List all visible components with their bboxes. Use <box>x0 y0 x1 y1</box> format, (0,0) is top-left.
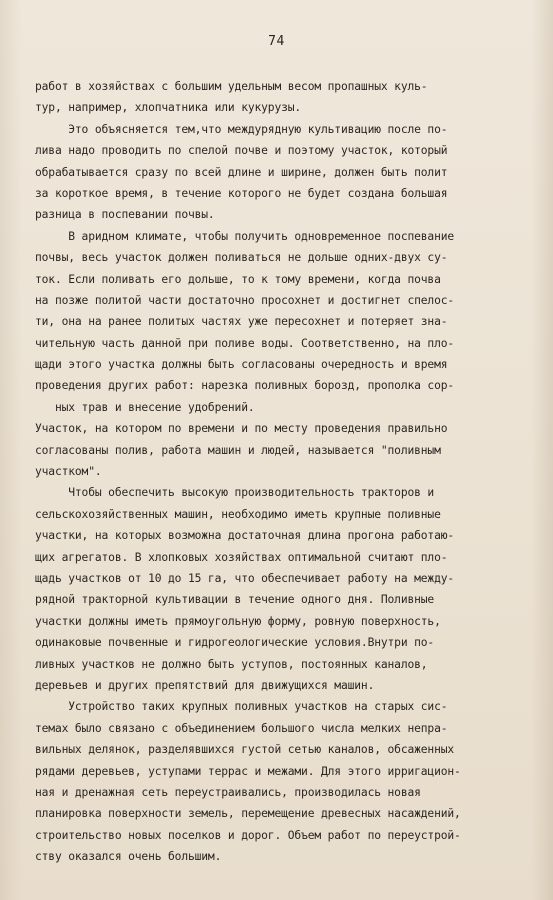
text-line: на позже политой части достаточно просохнет и достигнет спелос- <box>35 293 455 307</box>
text-line: Чтобы обеспечить высокую производительность тракторов и <box>35 486 435 500</box>
text-line: ток. Если поливать его дольше, то к тому времени, когда почва <box>35 272 441 286</box>
text-line: сельскохозяйственных машин, необходимо иметь крупные поливные <box>35 507 441 521</box>
text-line: рядами деревьев, уступами террас и межами. Для этого ирригацион- <box>35 764 461 778</box>
text-line: планировка поверхности земель, перемещение древесных насаждений, <box>35 807 461 821</box>
text-line: В аридном климате, чтобы получить одновременное поспевание <box>35 229 455 243</box>
text-line: рядной тракторной культивации в течение одного дня. Поливные <box>35 593 435 607</box>
text-line: проведения других работ: нарезка поливных борозд, прополка сор- <box>35 379 455 393</box>
text-line: обрабатывается сразу по всей длине и ширине, должен быть полит <box>35 165 448 179</box>
text-line: за короткое время, в течение которого не будет создана большая <box>35 186 448 200</box>
text-line: деревьев и других препятствий для движущихся машин. <box>35 678 375 692</box>
page-number: 74 <box>268 34 285 49</box>
text-line: разница в поспевании почвы. <box>35 208 215 222</box>
text-line: темах было связано с объединением большого числа мелких непра- <box>35 721 448 735</box>
text-line: работ в хозяйствах с большим удельным весом пропашных куль- <box>35 80 428 93</box>
text-line: ству оказался очень большим. <box>35 850 222 864</box>
text-line: ных трав и внесение удобрений. <box>35 400 255 414</box>
text-line: ти, она на ранее политых частях уже пересохнет и потеряет зна- <box>35 315 448 329</box>
text-line: ная и дренажная сеть переустраивались, производилась новая <box>35 785 421 799</box>
text-line: вильных делянок, разделявшихся густой сетью каналов, обсаженных <box>35 743 455 757</box>
text-line: чительную часть данной при поливе воды. Соответственно, на пло- <box>35 336 455 350</box>
text-line: щадь участков от 10 до 15 га, что обеспечивает работу на между- <box>35 571 455 585</box>
text-line: участки должны иметь прямоугольную форму, ровную поверхность, <box>35 614 441 628</box>
text-line: Устройство таких крупных поливных участков на старых сис- <box>35 700 448 714</box>
text-line: тур, например, хлопчатника или кукурузы. <box>35 101 302 115</box>
text-line: щих агрегатов. В хлопковых хозяйствах оптимальной считают пло- <box>35 550 448 564</box>
text-line: одинаковые почвенные и гидрогеологические условия.Внутри по- <box>35 636 435 650</box>
text-line: участки, на которых возможна достаточная длина прогона работаю- <box>35 529 455 543</box>
text-line: щади этого участка должны быть согласованы очередность и время <box>35 358 448 372</box>
text-line: участком". <box>35 465 102 479</box>
text-body <box>35 76 531 867</box>
text-line: Участок, на котором по времени и по месту проведения правильно <box>35 422 448 436</box>
text-line: ливных участков не должно быть уступов, постоянных каналов, <box>35 657 428 671</box>
text-line: строительство новых поселков и дорог. Объем работ по переустрой- <box>35 828 461 842</box>
text-line: лива надо проводить по спелой почве и поэтому участок, который <box>35 144 448 158</box>
text-line: согласованы полив, работа машин и людей, называется "поливным <box>35 443 441 457</box>
text-line: Это объясняется тем,что междурядную культивацию после по- <box>35 122 448 136</box>
text-line: почвы, весь участок должен поливаться не дольше одних-двух су- <box>35 251 448 265</box>
